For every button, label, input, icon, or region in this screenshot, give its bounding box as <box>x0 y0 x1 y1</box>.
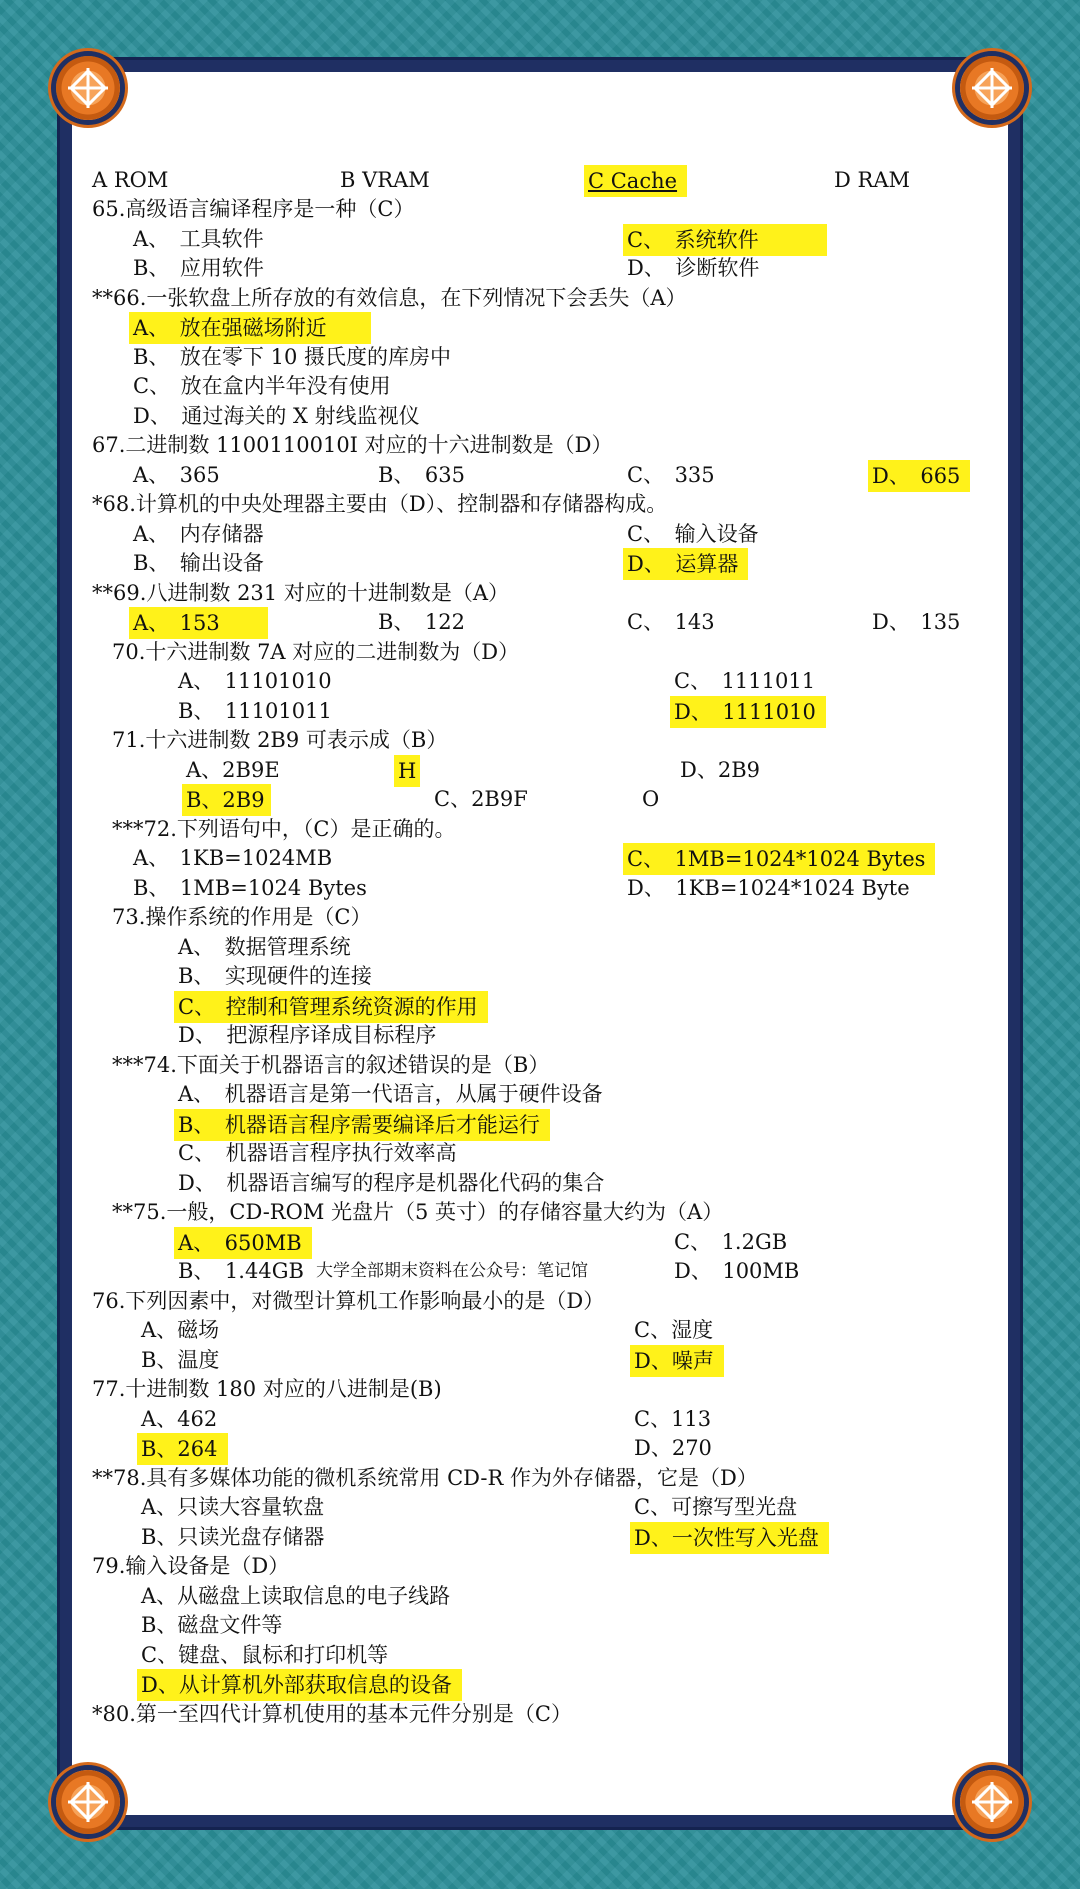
option-text: B、温度 <box>141 1348 220 1372</box>
question-row <box>0 430 1080 460</box>
option-row <box>0 224 1080 254</box>
option-text: D、2B9 <box>680 758 760 782</box>
highlighted-answer: A、 650MB <box>174 1227 312 1259</box>
question-text: **69.八进制数 231 对应的十进制数是（A） <box>92 581 509 605</box>
option-row <box>0 1492 1080 1522</box>
question-text: ***72.下列语句中，（C）是正确的。 <box>112 817 456 841</box>
question-row <box>0 1050 1080 1080</box>
option-row <box>0 460 1080 490</box>
option-row <box>0 1079 1080 1109</box>
option-text: C、湿度 <box>634 1318 714 1342</box>
option-row <box>0 1610 1080 1640</box>
question-text: **66.一张软盘上所存放的有效信息，在下列情况下会丢失（A） <box>92 286 687 310</box>
highlighted-answer: B、264 <box>137 1433 228 1465</box>
highlighted-answer: D、一次性写入光盘 <box>630 1522 829 1554</box>
question-text: 79.输入设备是（D） <box>92 1554 290 1578</box>
question-row <box>0 1286 1080 1316</box>
option-row <box>0 342 1080 372</box>
option-text: C、2B9F <box>434 787 528 811</box>
option-text: B VRAM <box>340 168 430 192</box>
option-text: A、只读大容量软盘 <box>141 1495 325 1519</box>
question-row <box>0 1551 1080 1581</box>
question-row <box>0 283 1080 313</box>
option-text: D、 1KB=1024*1024 Byte <box>627 876 910 900</box>
option-text: D、 诊断软件 <box>627 256 760 280</box>
option-text: B、 1.44GB <box>178 1259 304 1283</box>
option-text: A、 11101010 <box>178 669 332 693</box>
option-row <box>0 843 1080 873</box>
question-row <box>0 814 1080 844</box>
option-row <box>0 991 1080 1021</box>
option-row <box>0 666 1080 696</box>
option-text: C、 143 <box>627 610 715 634</box>
highlighted-answer: D、从计算机外部获取信息的设备 <box>137 1669 462 1701</box>
question-text: 65.高级语言编译程序是一种（C） <box>92 197 415 221</box>
question-text: 76.下列因素中，对微型计算机工作影响最小的是（D） <box>92 1289 605 1313</box>
option-row <box>0 1522 1080 1552</box>
option-text: A、 数据管理系统 <box>178 935 351 959</box>
option-text: B、 635 <box>378 463 466 487</box>
option-row <box>0 696 1080 726</box>
option-text: B、 输出设备 <box>133 551 264 575</box>
highlighted-answer: D、 1111010 <box>670 696 826 728</box>
question-text: ***74.下面关于机器语言的叙述错误的是（B） <box>112 1053 550 1077</box>
question-text: 67.二进制数 1100110010I 对应的十六进制数是（D） <box>92 433 613 457</box>
question-row <box>0 1463 1080 1493</box>
option-text: B、 122 <box>378 610 466 634</box>
option-row <box>0 755 1080 785</box>
question-text: 70.十六进制数 7A 对应的二进制数为（D） <box>112 640 520 664</box>
option-row <box>0 1256 1080 1286</box>
question-text: *68.计算机的中央处理器主要由（D）、控制器和存储器构成。 <box>92 492 668 516</box>
option-text: A、 365 <box>133 463 220 487</box>
option-text: A、 1KB=1024MB <box>133 846 333 870</box>
option-text: A、磁场 <box>141 1318 220 1342</box>
option-text: B、 11101011 <box>178 699 332 723</box>
option-text: A、462 <box>141 1407 218 1431</box>
option-row <box>0 1227 1080 1257</box>
option-text: A ROM <box>92 168 169 192</box>
highlighted-answer: D、 运算器 <box>623 548 748 580</box>
option-text: B、 应用软件 <box>133 256 264 280</box>
highlighted-answer: C、 控制和管理系统资源的作用 <box>174 991 488 1023</box>
highlighted-answer: C、 系统软件 <box>623 224 827 256</box>
option-text: B、 1MB=1024 Bytes <box>133 876 367 900</box>
highlighted-answer: B、 机器语言程序需要编译后才能运行 <box>174 1109 550 1141</box>
option-text: C、 输入设备 <box>627 522 759 546</box>
option-text: C、 放在盒内半年没有使用 <box>133 374 391 398</box>
option-row <box>0 1138 1080 1168</box>
option-row <box>0 312 1080 342</box>
option-text: D、 把源程序译成目标程序 <box>178 1023 437 1047</box>
highlighted-answer: C Cache <box>584 165 687 197</box>
option-text: D RAM <box>834 168 910 192</box>
option-row <box>0 1640 1080 1670</box>
option-row <box>0 1404 1080 1434</box>
option-text: B、 放在零下 10 摄氏度的库房中 <box>133 345 452 369</box>
question-text: *80.第一至四代计算机使用的基本元件分别是（C） <box>92 1702 572 1726</box>
option-row <box>0 1433 1080 1463</box>
option-text: D、 100MB <box>674 1259 800 1283</box>
option-row <box>0 932 1080 962</box>
question-row <box>0 637 1080 667</box>
question-text: **78.具有多媒体功能的微机系统常用 CD-R 作为外存储器，它是（D） <box>92 1466 758 1490</box>
watermark-text: 大学全部期末资料在公众号：笔记馆 <box>316 1261 588 1281</box>
option-row <box>0 607 1080 637</box>
question-row <box>0 489 1080 519</box>
option-row <box>0 1669 1080 1699</box>
option-row <box>0 1109 1080 1139</box>
option-row <box>0 1315 1080 1345</box>
option-row <box>0 401 1080 431</box>
option-text: A、 内存储器 <box>133 522 264 546</box>
question-text: 73.操作系统的作用是（C） <box>112 905 372 929</box>
option-text: O <box>642 787 660 811</box>
question-row <box>0 902 1080 932</box>
option-text: B、 实现硬件的连接 <box>178 964 372 988</box>
highlighted-answer: B、2B9 <box>182 784 271 816</box>
option-text: C、键盘、鼠标和打印机等 <box>141 1643 389 1667</box>
highlighted-answer: D、 665 <box>868 460 970 492</box>
option-row <box>0 1345 1080 1375</box>
option-text: D、 通过海关的 X 射线监视仪 <box>133 404 420 428</box>
question-row <box>0 578 1080 608</box>
highlighted-answer: A、 153 <box>129 607 268 639</box>
option-row <box>0 548 1080 578</box>
option-row <box>0 1581 1080 1611</box>
option-row <box>0 1020 1080 1050</box>
option-text: C、113 <box>634 1407 712 1431</box>
question-text: 77.十进制数 180 对应的八进制是(B) <box>92 1377 442 1401</box>
option-text: D、 135 <box>872 610 961 634</box>
highlighted-answer: A、 放在强磁场附近 <box>129 312 371 344</box>
question-row <box>0 194 1080 224</box>
highlighted-answer: D、噪声 <box>630 1345 724 1377</box>
option-text: B、磁盘文件等 <box>141 1613 283 1637</box>
option-row <box>0 165 1080 195</box>
option-text: C、 335 <box>627 463 715 487</box>
option-row <box>0 1168 1080 1198</box>
option-row <box>0 371 1080 401</box>
question-text: 71.十六进制数 2B9 可表示成（B） <box>112 728 448 752</box>
highlighted-answer: C、 1MB=1024*1024 Bytes <box>623 843 935 875</box>
option-text: D、270 <box>634 1436 712 1460</box>
question-row <box>0 1699 1080 1729</box>
option-text: A、从磁盘上读取信息的电子线路 <box>141 1584 451 1608</box>
option-text: A、2B9E <box>186 758 280 782</box>
question-row <box>0 1374 1080 1404</box>
option-text: D、 机器语言编写的程序是机器化代码的集合 <box>178 1171 605 1195</box>
option-row <box>0 784 1080 814</box>
option-text: A、 工具软件 <box>133 227 264 251</box>
highlighted-answer: H <box>394 755 420 787</box>
option-text: A、 机器语言是第一代语言，从属于硬件设备 <box>178 1082 603 1106</box>
option-row <box>0 519 1080 549</box>
option-row <box>0 961 1080 991</box>
option-row <box>0 253 1080 283</box>
option-text: B、只读光盘存储器 <box>141 1525 325 1549</box>
question-text: **75.一般，CD-ROM 光盘片（5 英寸）的存储容量大约为（A） <box>112 1200 724 1224</box>
option-row <box>0 873 1080 903</box>
option-text: C、 1111011 <box>674 669 816 693</box>
question-row <box>0 725 1080 755</box>
question-row <box>0 1197 1080 1227</box>
option-text: C、 机器语言程序执行效率高 <box>178 1141 457 1165</box>
option-text: C、 1.2GB <box>674 1230 788 1254</box>
option-text: C、可擦写型光盘 <box>634 1495 798 1519</box>
